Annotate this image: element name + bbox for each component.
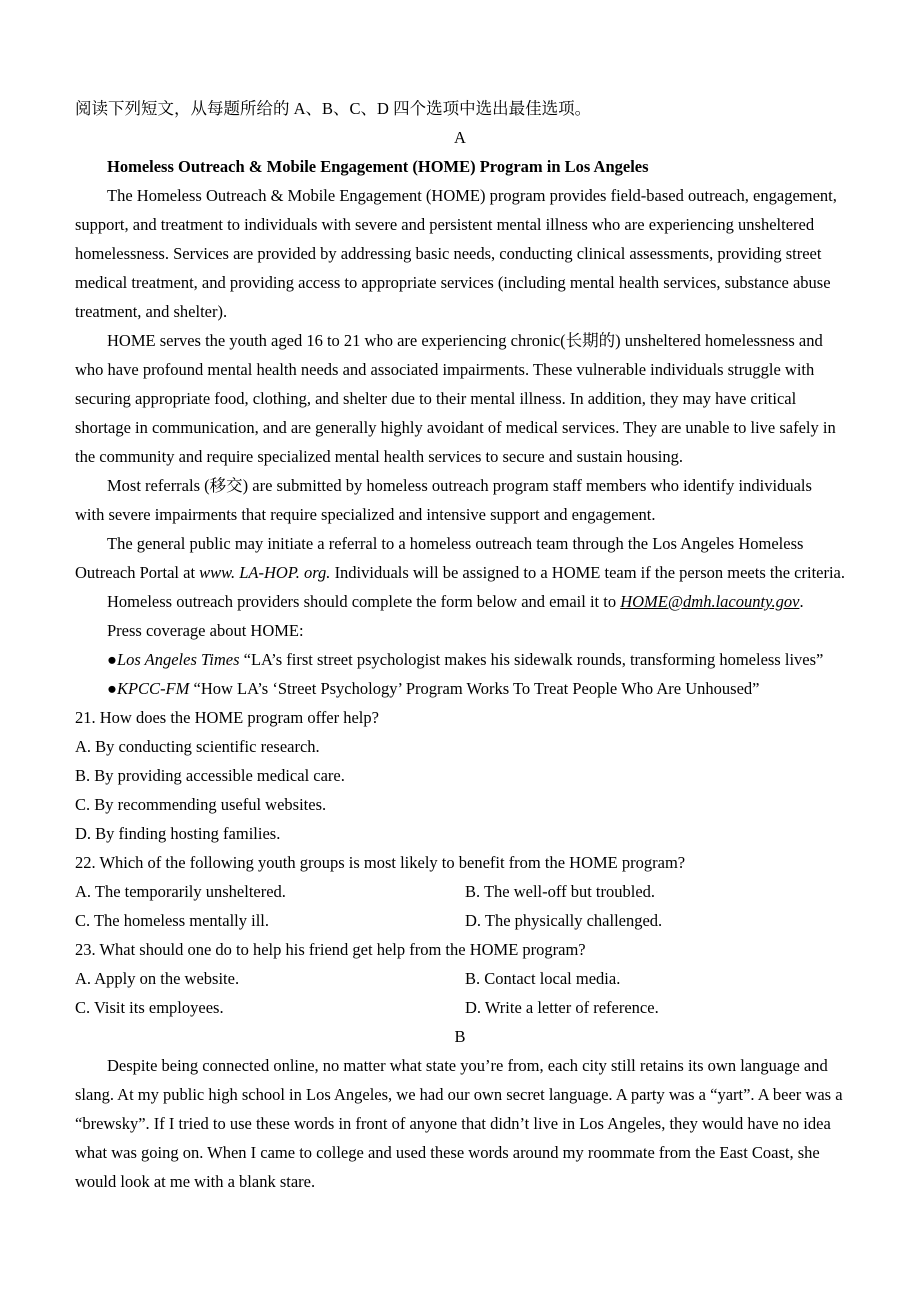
passage-a-title: Homeless Outreach & Mobile Engagement (HOME) Program in Los Angeles (107, 157, 649, 176)
question-21-option-a: A. By conducting scientific research. (75, 737, 320, 756)
question-22-option-c: C. The homeless mentally ill. (75, 911, 270, 930)
providers-text-after: . (799, 592, 804, 611)
question-22-stem: 22. Which of the following youth groups is most likely to benefit from the HOME program? (75, 853, 686, 872)
passage-b-section-label: B (454, 1027, 466, 1046)
question-23-option-c: C. Visit its employees. (75, 998, 224, 1017)
press-coverage-heading: Press coverage about HOME: (107, 621, 304, 640)
passage-a-paragraph-providers (75, 587, 845, 616)
press-quote: “How LA’s ‘Street Psychology’ Program Works To Treat People Who Are Unhoused” (189, 679, 760, 698)
press-source: KPCC-FM (116, 679, 190, 698)
press-quote: “LA’s first street psychologist makes his sidewalk rounds, transforming homeless lives” (239, 650, 824, 669)
question-23-option-d: D. Write a letter of reference. (465, 998, 659, 1017)
document-page (75, 94, 845, 1196)
question-21-option-c: C. By recommending useful websites. (75, 795, 327, 814)
email-link[interactable]: HOME@dmh.lacounty.gov (620, 592, 800, 611)
press-item-kpcc-fm (75, 674, 845, 703)
passage-b-paragraph-1: Despite being connected online, no matter what state you’re from, each city still retains its own language and slang. At my public high school in Los Angeles, we had our own secret language. A party was a “yart”. A beer was a “brewsky”. If I tried to use these words in front of anyone that didn’t live in Los Angeles, they would have no idea what was going on. When I came to college and used these words around my roommate from the East Coast, she would look at me with a blank stare. (75, 1056, 843, 1191)
question-22-options (75, 877, 845, 935)
passage-a-paragraph-referral (75, 529, 845, 587)
instructions-line: 阅读下列短文，从每题所给的 A、B、C、D 四个选项中选出最佳选项。 (75, 99, 592, 118)
press-item-la-times (75, 645, 845, 674)
question-23-stem: 23. What should one do to help his friend get help from the HOME program? (75, 940, 586, 959)
question-22-option-d: D. The physically challenged. (465, 911, 663, 930)
question-23-option-a: A. Apply on the website. (75, 969, 240, 988)
passage-a-paragraph-3: Most referrals (移交) are submitted by homeless outreach program staff members who identify individuals with severe impairments that require specialized and intensive support and engagement. (75, 476, 812, 524)
providers-text-before: Homeless outreach providers should complete the form below and email it to (107, 592, 621, 611)
passage-a-paragraph-1: The Homeless Outreach & Mobile Engagement (HOME) program provides field-based outreach, engagement, support, and treatment to individuals with severe and persistent mental illness who are experiencing unsheltered homelessness. Services are provided by addressing basic needs, conducting clinical assessments, providing street medical treatment, and providing access to appropriate services (including mental health services, substance abuse treatment, and shelter). (75, 186, 837, 321)
question-22-option-a: A. The temporarily unsheltered. (75, 882, 286, 901)
question-21-stem: 21. How does the HOME program offer help? (75, 708, 379, 727)
question-23-options (75, 964, 845, 1022)
passage-a-paragraph-2: HOME serves the youth aged 16 to 21 who are experiencing chronic(长期的) unsheltered homelessness and who have profound mental health needs and associated impairments. These vulnerable individuals struggle with securing appropriate food, clothing, and shelter due to their mental illness. In addition, they may have critical shortage in communication, and are generally highly avoidant of medical services. They are unable to live safely in the community and require specialized mental health services to secure and sustain housing. (75, 331, 836, 466)
question-23-option-b: B. Contact local media. (465, 969, 621, 988)
press-source: Los Angeles Times (116, 650, 240, 669)
bullet-icon: ● (107, 679, 117, 698)
website-url-text: www. LA-HOP. org. (199, 563, 331, 582)
passage-a-section-label: A (454, 128, 466, 147)
referral-text-before: The general public may initiate a referral to a homeless outreach team through the Los Angeles Homeless Outreach Portal at (75, 534, 804, 582)
referral-text-after: Individuals will be assigned to a HOME team if the person meets the criteria. (330, 563, 846, 582)
question-21-option-b: B. By providing accessible medical care. (75, 766, 345, 785)
bullet-icon: ● (107, 650, 117, 669)
question-22-option-b: B. The well-off but troubled. (465, 882, 656, 901)
question-21-option-d: D. By finding hosting families. (75, 824, 281, 843)
